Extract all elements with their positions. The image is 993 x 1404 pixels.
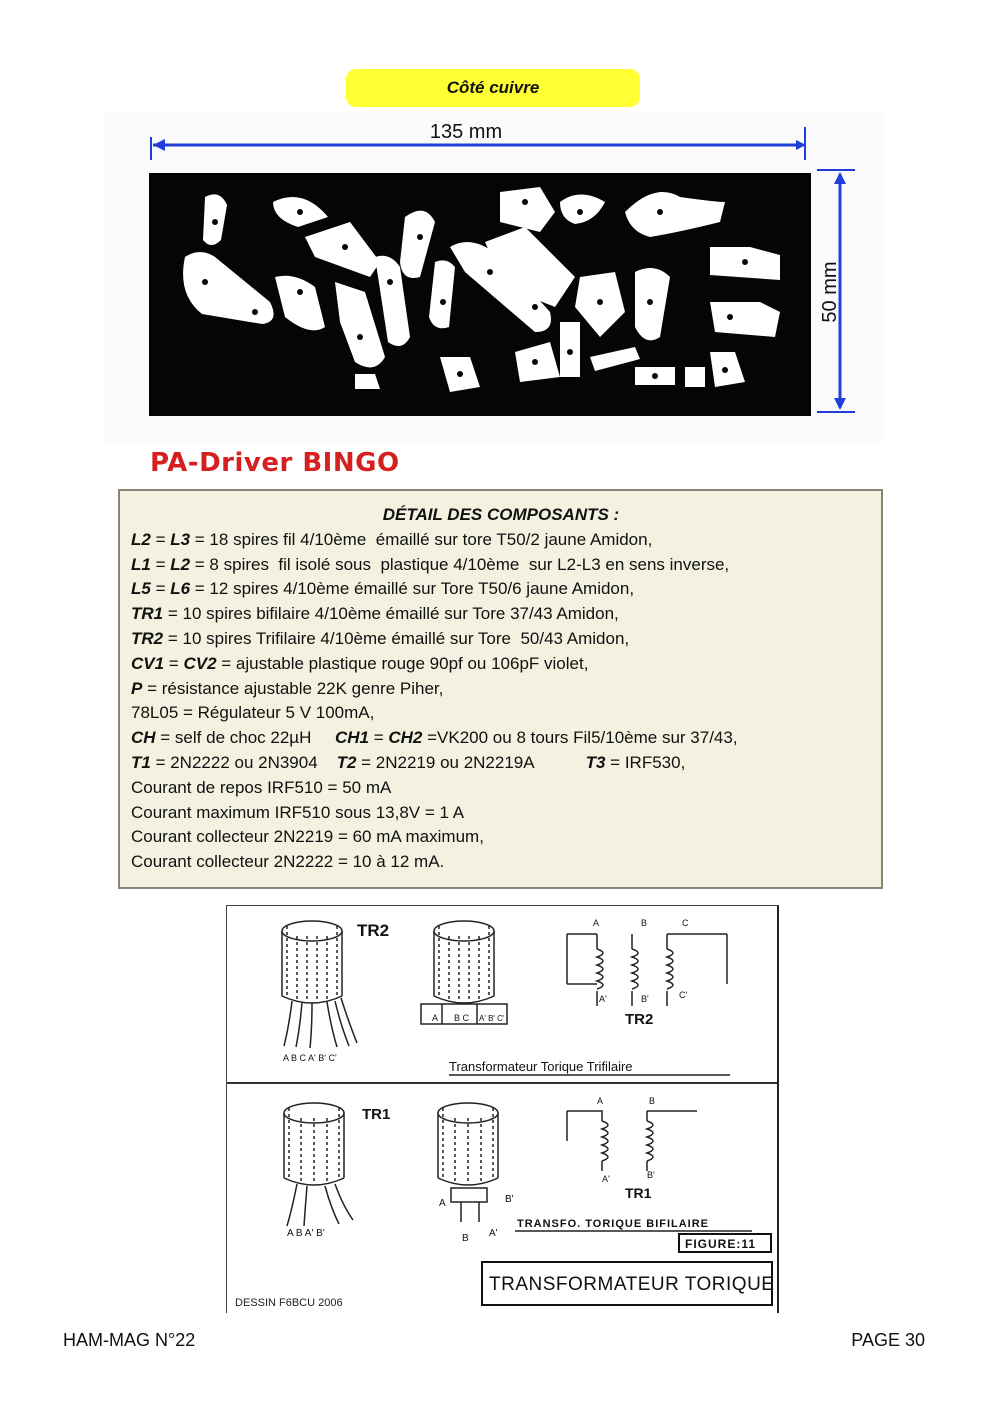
component-ref: L6: [170, 579, 191, 599]
component-ref: TR2: [131, 628, 164, 648]
component-text: = 8 spires fil isolé sous plastique 4/10ème sur L2-L3 en sens inverse,: [190, 554, 730, 574]
width-arrow-left: [153, 139, 165, 151]
sketch-credit: DESSIN F6BCU 2006: [235, 1297, 343, 1309]
tr2-sch-c: C: [682, 918, 689, 928]
component-line: [131, 577, 871, 602]
component-ref: L2: [131, 529, 151, 549]
tr2-sch-a: A: [593, 918, 600, 928]
component-line: [131, 701, 871, 726]
component-line: [131, 652, 871, 677]
component-text: = ajustable plastique rouge 90pf ou 106pF violet,: [216, 653, 589, 673]
component-text: =: [150, 579, 171, 599]
component-text: Courant de repos IRF510 = 50 mA: [131, 777, 392, 797]
tr2-pins-bc: B C: [454, 1013, 470, 1023]
footer-magazine: HAM-MAG N°22: [63, 1330, 196, 1350]
component-line: [131, 602, 871, 627]
component-ref: T3: [585, 752, 606, 772]
component-text: 78L05 = Régulateur 5 V 100mA,: [131, 703, 375, 723]
tr1-pin-b-prime: B': [505, 1194, 514, 1205]
footer-page-number: PAGE 30: [851, 1330, 925, 1350]
tr2-label: TR2: [357, 921, 390, 940]
tr2-sch-b: B: [641, 918, 648, 928]
component-text: =VK200 ou 8 tours Fil5/10ème sur 37/43,: [422, 728, 738, 748]
component-ref: T2: [336, 752, 357, 772]
components-detail-box: [118, 489, 883, 889]
component-ref: T1: [131, 752, 151, 772]
components-heading: DÉTAIL DES COMPOSANTS :: [382, 505, 620, 524]
component-ref: L1: [131, 554, 151, 574]
figure-label: FIGURE:11: [685, 1237, 757, 1251]
pcb-drawing: [105, 112, 885, 442]
component-text: = self de choc 22µH: [155, 728, 335, 748]
sketch-drawing: [227, 906, 777, 1313]
tr2-sch-a-prime: A': [599, 994, 607, 1004]
component-ref: L3: [170, 529, 191, 549]
component-ref: CH1: [334, 728, 369, 748]
component-text: = 2N2222 ou 2N3904: [150, 752, 337, 772]
tr1-bottom-b: B: [462, 1233, 469, 1244]
tr1-schematic-label: TR1: [625, 1185, 652, 1201]
tr1-lead-labels: A B A' B': [287, 1228, 325, 1239]
pcb-title: PA-Driver BINGO: [150, 448, 400, 478]
component-ref: CV2: [183, 653, 217, 673]
tr1-sch-a-prime: A': [602, 1174, 610, 1184]
tr1-sch-b: B: [649, 1096, 656, 1106]
component-ref: CH: [131, 728, 156, 748]
component-ref: CH2: [388, 728, 423, 748]
component-text: = 2N2219 ou 2N2219A: [356, 752, 586, 772]
component-text: =: [369, 728, 389, 748]
component-text: = 12 spires 4/10ème émaillé sur Tore T50/6 jaune Amidon,: [190, 579, 635, 599]
component-line: [131, 677, 871, 702]
component-ref: L2: [170, 554, 191, 574]
tr1-sch-b-prime: B': [647, 1170, 655, 1180]
component-line: [131, 850, 871, 875]
component-text: = résistance ajustable 22K genre Piher,: [142, 678, 444, 698]
component-ref: P: [131, 678, 143, 698]
component-text: = 10 spires bifilaire 4/10ème émaillé sur Tore 37/43 Amidon,: [163, 604, 619, 624]
pcb-height-label: 50 mm: [819, 261, 841, 323]
component-ref: L5: [131, 579, 151, 599]
component-text: =: [150, 529, 171, 549]
component-line: [131, 751, 871, 776]
copper-side-banner: [346, 69, 640, 107]
tr2-toroid-right: [421, 921, 507, 1024]
components-list: [131, 528, 871, 875]
component-text: Courant collecteur 2N2222 = 10 à 12 mA.: [131, 852, 445, 872]
component-text: =: [164, 653, 184, 673]
component-line: [131, 776, 871, 801]
component-line: [131, 825, 871, 850]
tr1-toroid-right: [438, 1103, 498, 1222]
tr2-sch-c-prime: C': [679, 990, 688, 1000]
component-line: [131, 726, 871, 751]
tr1-bottom-a-prime: A': [489, 1228, 498, 1239]
tr2-toroid-left: [282, 921, 357, 1048]
tr2-caption: Transformateur Torique Trifilaire: [449, 1059, 633, 1074]
component-line: [131, 801, 871, 826]
component-ref: CV1: [131, 653, 165, 673]
component-line: [131, 528, 871, 553]
component-text: Courant maximum IRF510 sous 13,8V = 1 A: [131, 802, 465, 822]
pcb-width-label: 135 mm: [429, 121, 503, 143]
component-text: = 10 spires Trifilaire 4/10ème émaillé sur Tore 50/43 Amidon,: [163, 628, 630, 648]
tr2-lead-labels: A B C A' B' C': [283, 1053, 337, 1063]
component-text: =: [150, 554, 171, 574]
component-line: [131, 553, 871, 578]
tr2-pins-abc-prime: A' B' C': [479, 1014, 505, 1023]
toroidal-transformer-sketch: [226, 905, 779, 1313]
tr1-sch-a: A: [597, 1096, 604, 1106]
component-line: [131, 627, 871, 652]
pcb-layout-image: [105, 112, 885, 442]
component-text: = 18 spires fil 4/10ème émaillé sur tore T50/2 jaune Amidon,: [190, 529, 653, 549]
tr1-pin-a: A: [439, 1198, 446, 1209]
height-arrow-top: [834, 172, 846, 184]
component-text: Courant collecteur 2N2219 = 60 mA maximum,: [131, 827, 484, 847]
main-title: TRANSFORMATEUR TORIQUE: [489, 1274, 775, 1295]
tr1-caption: TRANSFO. TORIQUE BIFILAIRE: [517, 1218, 710, 1230]
banner-label: Côté cuivre: [446, 78, 540, 97]
component-ref: TR1: [131, 604, 164, 624]
tr2-pin-a: A: [432, 1013, 439, 1023]
tr1-label: TR1: [362, 1106, 391, 1123]
component-text: = IRF530,: [605, 752, 686, 772]
tr1-schematic: [567, 1111, 697, 1171]
tr2-schematic-label: TR2: [625, 1011, 654, 1028]
height-arrow-bottom: [834, 398, 846, 410]
tr2-sch-b-prime: B': [641, 994, 649, 1004]
tr1-toroid-left: [284, 1103, 353, 1226]
